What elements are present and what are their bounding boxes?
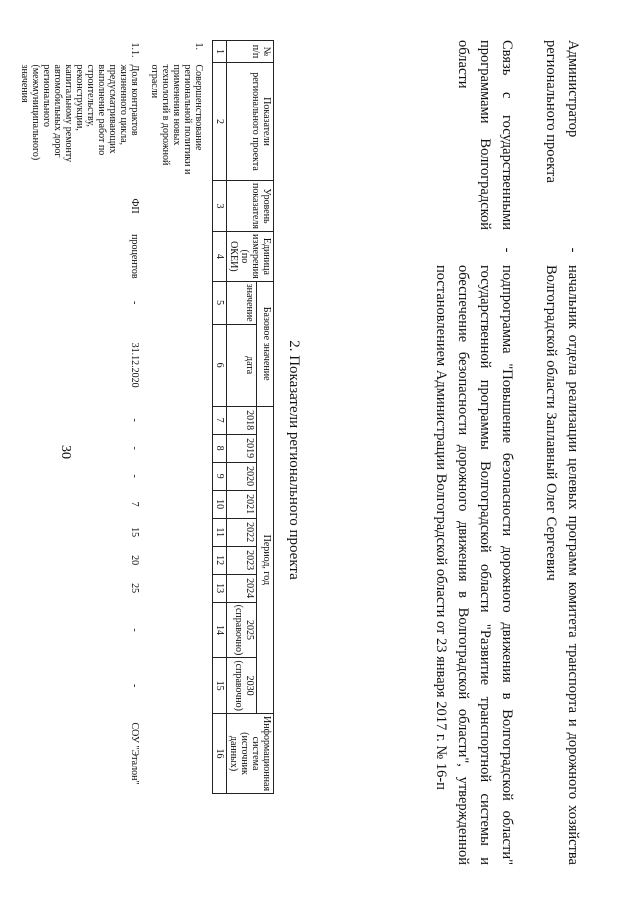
- row-year-value: -: [129, 446, 140, 450]
- row-year-value: [148, 406, 213, 434]
- row-year-value: -: [129, 418, 140, 422]
- header-indicator: Показатели регионального проекта: [227, 63, 274, 181]
- column-number: 6: [213, 324, 227, 406]
- row-year-value: 25: [129, 583, 140, 594]
- header-year: 2023: [227, 546, 257, 574]
- row-base-value: [148, 281, 213, 324]
- header-year: 2025 (справочно): [227, 602, 257, 658]
- column-number: 11: [213, 518, 227, 546]
- header-base: Базовое значение: [257, 281, 274, 406]
- row-year-value: 7: [129, 501, 140, 507]
- header-year: 2019: [227, 434, 257, 462]
- row-unit: процентов: [129, 234, 140, 279]
- column-numbers-row: [213, 41, 227, 794]
- page-number: 30: [58, 445, 73, 459]
- header-period: Период, год: [257, 406, 274, 713]
- header-year: 2030 (справочно): [227, 658, 257, 714]
- admin-label: Администратор регионального проекта: [543, 40, 581, 183]
- indicators-table: [18, 40, 274, 794]
- row-year-value: [148, 658, 213, 714]
- header-level: Уровень показателя: [227, 181, 274, 232]
- row-year-value: [148, 574, 213, 602]
- row-level: [148, 181, 213, 232]
- row-num: 1.1.: [129, 42, 140, 58]
- row-year-value: [148, 518, 213, 546]
- row-info-system: СОУ "Эталон": [129, 722, 140, 785]
- column-number: 14: [213, 602, 227, 658]
- table-row: [18, 41, 148, 794]
- section-title: 2. Показатели регионального проекта: [286, 340, 302, 580]
- admin-value: начальник отдела реализации целевых программ комитета транспорта и дорожного хозяйства Волгоградской области Заплавный Олег Сергеевич: [543, 265, 581, 865]
- header-year: 2018: [227, 406, 257, 434]
- column-number: 13: [213, 574, 227, 602]
- header-year: 2022: [227, 518, 257, 546]
- column-number: 2: [213, 63, 227, 181]
- row-info-system: [148, 714, 213, 794]
- header-year: 2021: [227, 490, 257, 518]
- column-number: 5: [213, 281, 227, 324]
- row-base-value: -: [129, 301, 140, 305]
- header-year: 2024: [227, 574, 257, 602]
- column-number: 3: [213, 181, 227, 232]
- row-base-date: 31.12.2020: [129, 342, 140, 388]
- row-indicator: Доля контрактов жизненного цикла, предусматривающих выполнение работ по строительству, реконструкции, капитальному ремонту автомобильных дорог регионального (межмуниципального) значения: [19, 64, 140, 163]
- header-base-value: значение: [227, 281, 257, 324]
- program-link-dash: -: [499, 247, 515, 253]
- row-num: 1.: [193, 42, 204, 50]
- row-year-value: [148, 546, 213, 574]
- row-year-value: [148, 490, 213, 518]
- row-base-date: [148, 324, 213, 406]
- row-level: ФП: [129, 198, 140, 214]
- header-base-date: дата: [227, 324, 257, 406]
- document-sheet: [19, 30, 620, 890]
- header-num: № п/п: [227, 41, 274, 63]
- row-indicator: Совершенствование региональной политики и применения новых технологий в дорожной отрасли: [149, 64, 204, 175]
- column-number: 9: [213, 462, 227, 490]
- row-unit: [148, 232, 213, 282]
- program-link-value: подпрограмма "Повышение безопасности дорожного движения в Волгоградской области" государственной программы Волгоградской области "Развитие транспортной системы и обеспечение безопасности дорожного движения в Волгоградской области", утвержденной постановлением Администрации Волгоградской области от 23 января 2017 г. № 16-п: [433, 265, 515, 865]
- row-year-value: [148, 602, 213, 658]
- column-number: 12: [213, 546, 227, 574]
- header-year: 2020: [227, 462, 257, 490]
- column-number: 7: [213, 406, 227, 434]
- header-info-system: Информационная система (источник данных): [227, 714, 274, 794]
- row-year-value: 15: [129, 527, 140, 538]
- row-year-value: 20: [129, 555, 140, 566]
- column-number: 4: [213, 232, 227, 282]
- row-year-value: -: [129, 628, 140, 632]
- table-row: [148, 41, 213, 794]
- row-year-value: [148, 462, 213, 490]
- column-number: 10: [213, 490, 227, 518]
- row-year-value: -: [129, 474, 140, 478]
- column-number: 15: [213, 658, 227, 714]
- column-number: 16: [213, 714, 227, 794]
- row-year-value: [148, 434, 213, 462]
- header-unit: Единица измерения (по ОКЕИ): [227, 232, 274, 282]
- column-number: 8: [213, 434, 227, 462]
- admin-dash: -: [565, 247, 581, 253]
- column-number: 1: [213, 41, 227, 63]
- program-link-label: Связь с государственными программами Волгоградской области: [455, 40, 515, 230]
- row-year-value: -: [129, 683, 140, 688]
